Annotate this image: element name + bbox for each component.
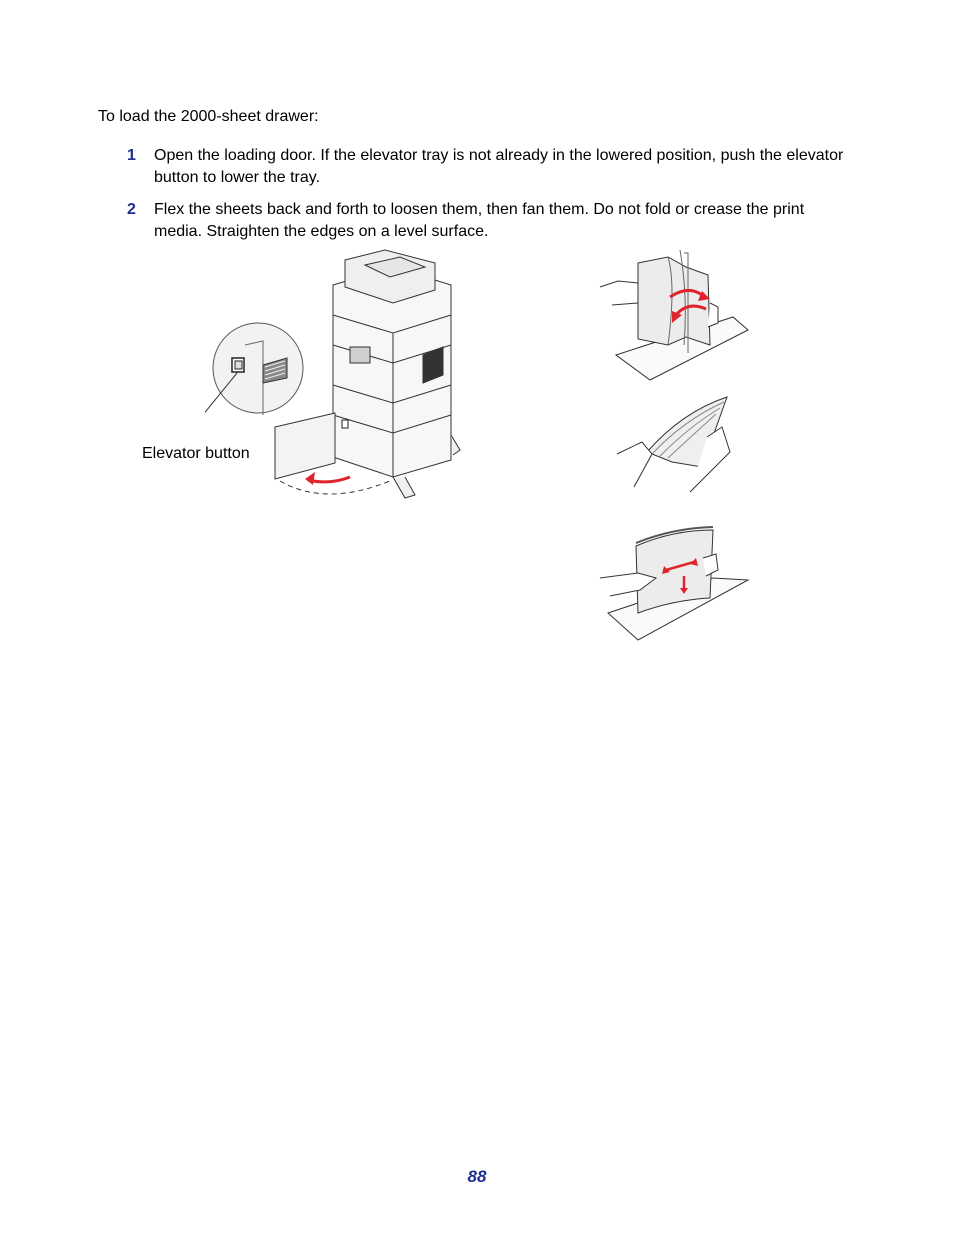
flex-sheets-illustration <box>598 245 753 385</box>
elevator-button-callout: Elevator button <box>142 445 250 462</box>
fan-sheets-illustration <box>612 392 737 497</box>
step-text: Flex the sheets back and forth to loosen them, then fan them. Do not fold or crease the print media. Straighten the edges on a level surface. <box>154 201 805 240</box>
step-text: Open the loading door. If the elevator tray is not already in the lowered position, push the elevator button to lower the tray. <box>154 147 844 186</box>
intro-text: To load the 2000-sheet drawer: <box>98 108 319 125</box>
straighten-edges-illustration <box>598 518 753 643</box>
step-number: 2 <box>127 201 136 218</box>
page-number: 88 <box>467 1167 487 1186</box>
step-number: 1 <box>127 147 136 164</box>
printer-drawer-illustration <box>205 245 475 510</box>
